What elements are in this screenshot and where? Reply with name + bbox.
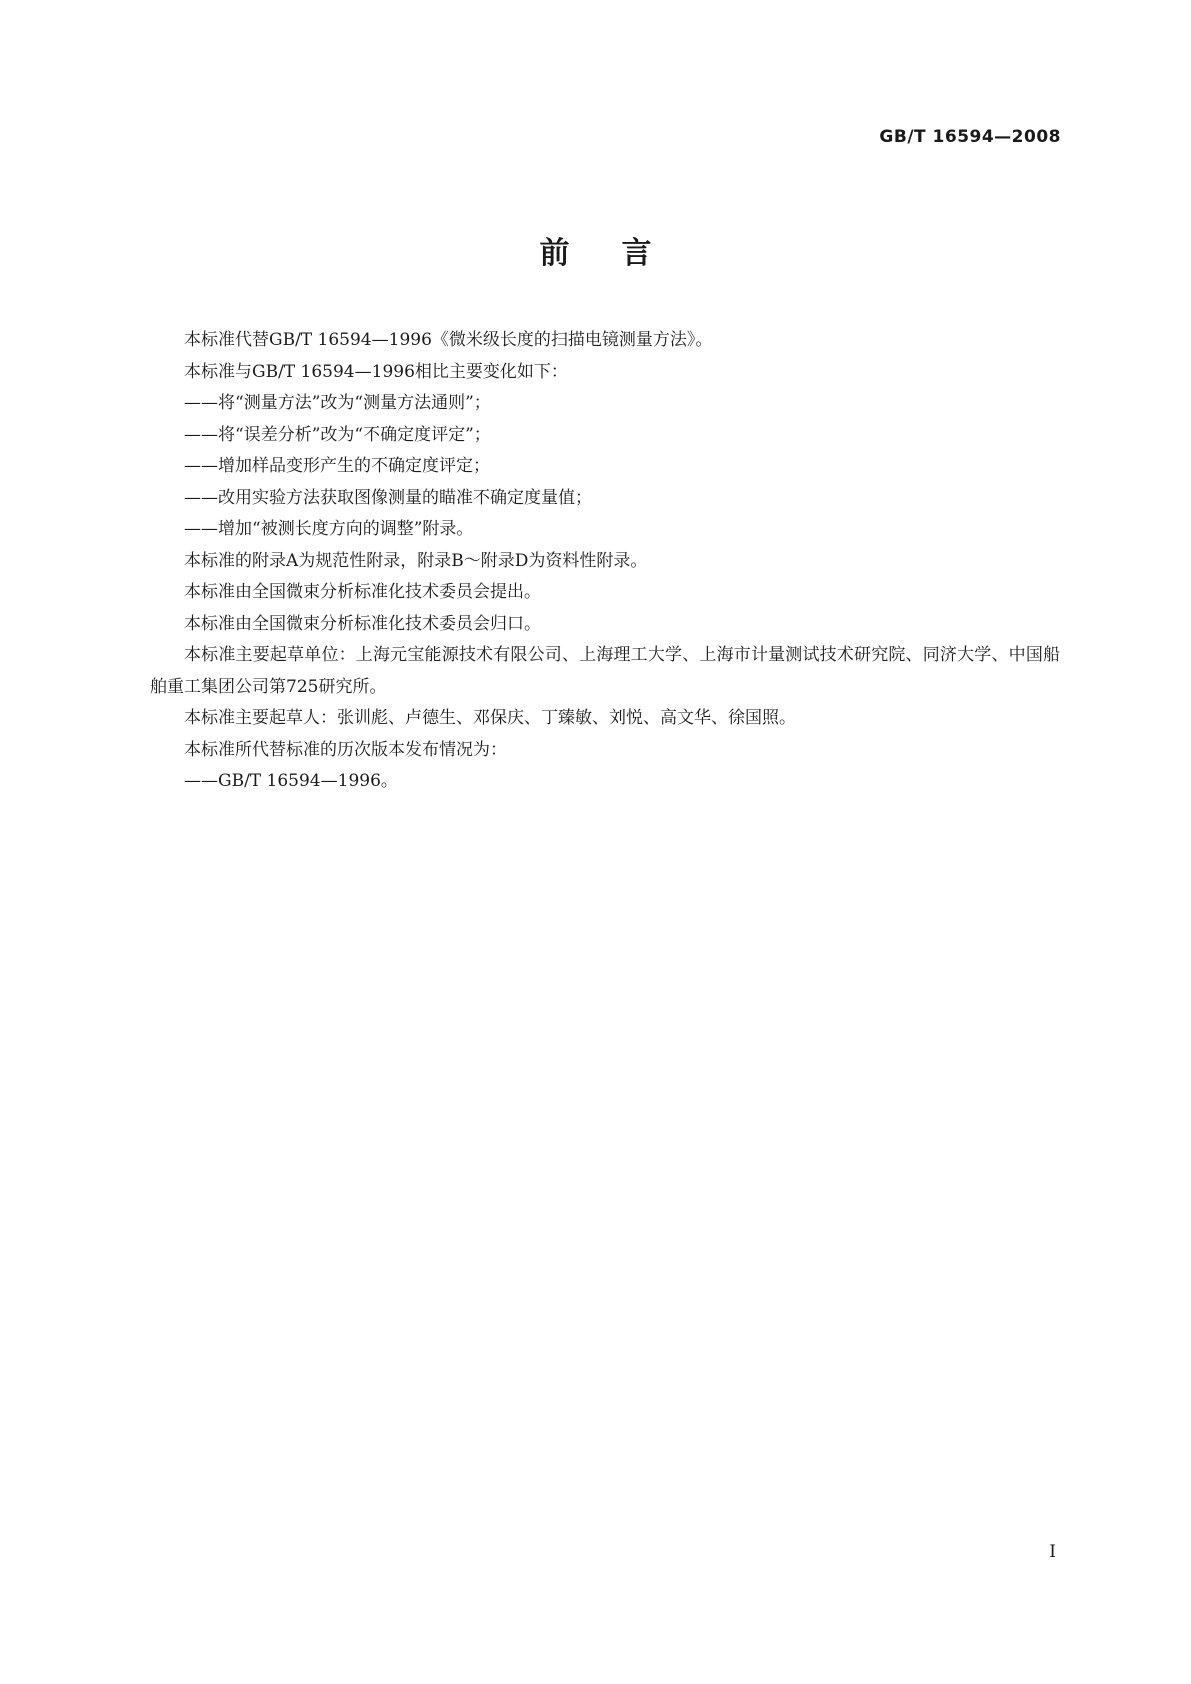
paragraph-changes-intro: 本标准与GB/T 16594—1996相比主要变化如下： [184, 361, 568, 382]
foreword-body [150, 325, 1060, 798]
previous-edition-item: ——GB/T 16594—1996。 [184, 771, 398, 791]
change-item: ——增加样品变形产生的不确定度评定； [184, 456, 490, 476]
change-item: ——将“误差分析”改为“不确定度评定”； [184, 424, 491, 445]
paragraph-previous-editions: 本标准所代替标准的历次版本发布情况为： [184, 739, 507, 760]
paragraph-drafting-units: 本标准主要起草单位：上海元宝能源技术有限公司、上海理工大学、上海市计量测试技术研究院、同济大学、中国船舶重工集团公司第725研究所。 [150, 645, 1060, 697]
paragraph-proposed-by: 本标准由全国微束分析标准化技术委员会提出。 [184, 582, 541, 602]
change-item: ——改用实验方法获取图像测量的瞄准不确定度量值； [184, 487, 592, 508]
paragraph-drafters: 本标准主要起草人：张训彪、卢德生、邓保庆、丁臻敏、刘悦、高文华、徐国照。 [184, 708, 796, 728]
change-item: ——将“测量方法”改为“测量方法通则”； [184, 393, 491, 413]
page-title: 前言 [539, 236, 704, 271]
paragraph-annexes: 本标准的附录A为规范性附录，附录B～附录D为资料性附录。 [184, 550, 648, 571]
paragraph-under-jurisdiction: 本标准由全国微束分析标准化技术委员会归口。 [184, 613, 541, 634]
page-number: I [1049, 1542, 1056, 1562]
standard-number: GB/T 16594—2008 [879, 127, 1061, 147]
paragraph-replaces: 本标准代替GB/T 16594—1996《微米级长度的扫描电镜测量方法》。 [184, 330, 713, 350]
change-item: ——增加“被测长度方向的调整”附录。 [184, 519, 474, 539]
